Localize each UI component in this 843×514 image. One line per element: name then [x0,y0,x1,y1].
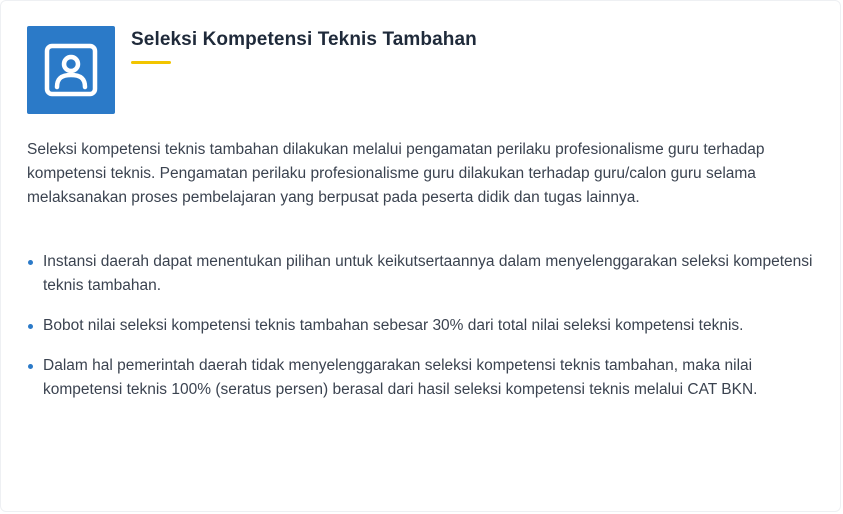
bullet-list [27,250,817,418]
intro-paragraph: Seleksi kompetensi teknis tambahan dilakukan melalui pengamatan perilaku profesionalisme guru terhadap kompetensi teknis. Pengamatan perilaku profesionalisme guru dilakukan terhadap guru/calon guru selama melaksanakan proses pembelajaran yang berpusat pada peserta didik dan tugas lainnya. [27,141,765,206]
user-profile-icon [27,26,115,114]
bullet-text: Dalam hal pemerintah daerah tidak menyelenggarakan seleksi kompetensi teknis tambahan, maka nilai kompetensi teknis 100% (seratus persen) berasal dari hasil seleksi kompetensi teknis melalui CAT BKN. [43,357,758,398]
bullet-item [27,250,817,298]
card-title: Seleksi Kompetensi Teknis Tambahan [131,29,477,50]
bullet-item [27,314,817,338]
bullet-dot [28,364,33,369]
bullet-dot [28,260,33,265]
bullet-item [27,354,817,402]
title-underline [131,61,171,64]
bullet-text: Bobot nilai seleksi kompetensi teknis tambahan sebesar 30% dari total nilai seleksi kompetensi teknis. [43,317,744,334]
bullet-text: Instansi daerah dapat menentukan pilihan untuk keikutsertaannya dalam menyelenggarakan seleksi kompetensi teknis tambahan. [43,253,813,294]
bullet-dot [28,324,33,329]
user-profile-icon-graphic [44,43,98,97]
